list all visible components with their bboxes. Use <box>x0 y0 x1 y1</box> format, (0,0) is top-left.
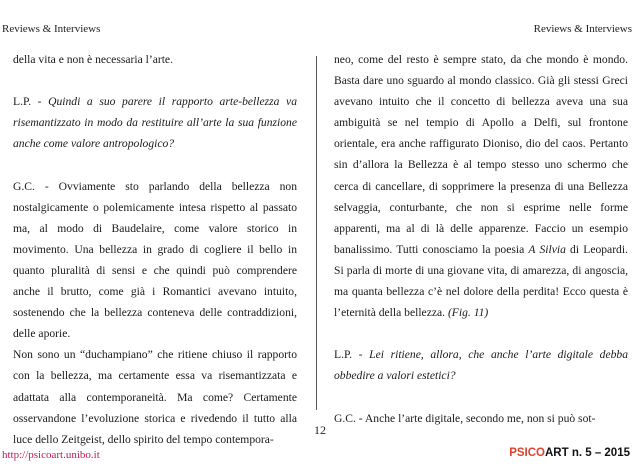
page-number: 12 <box>314 423 326 437</box>
paragraph-spacer <box>13 70 297 91</box>
running-header-right: Reviews & Interviews <box>533 23 632 35</box>
poem-title: A Silvia <box>528 242 566 256</box>
paragraph <box>334 49 628 323</box>
running-header-left: Reviews & Interviews <box>2 23 101 35</box>
paragraph: G.C. - Ovviamente sto parlando della bellezza non nostalgicamente o polemicamente intesa rispetto al passato ma, al modo di Baudelaire, come valore storico in movimento. Una bellezza in grado di cogliere il bello in quanto pluralità di sensi e che quindi può comprendere anche il brutto, come già i Romantici avevano intuito, sostenendo che la bellezza conteneva delle contraddizioni, delle aporie. <box>13 179 297 341</box>
paragraph: Non sono un “duchampiano” che ritiene chiuso il rapporto con la bellezza, ma certamente essa va risemantizzata e adattata alla contemporaneità. Ma come? Certamente osservandone l’evoluzione storica e rivedendo il tutto alla luce dello Zeitgeist, dello spirito del tempo contempora- <box>13 348 297 446</box>
figure-reference: (Fig. 11) <box>447 306 489 320</box>
column-divider <box>316 56 317 410</box>
paragraph-text: neo, come del resto è sempre stato, da che mondo è mondo. Basta dare uno sguardo al mondo classico. Già gli stessi Greci avevano intuito che il concetto di bellezza aveva una sua ambiguità se nel tempio di Apollo a Delfi, sul frontone orientale, era anche raffigurato Dioniso, dio del caos. Pertanto sin d’allora la Bellezza è al tempo stesso uno schermo che cerca di cancellare, di sopprimere la presenza di una Bellezza selvaggia, conturbante, che non si esprime nelle forme apparenti, ma al di là delle apparenze. Faccio un esempio banalissimo. Tutti conosciamo la poesia <box>334 53 628 256</box>
paragraph-spacer <box>13 154 297 175</box>
paragraph: della vita e non è necessaria l’arte. <box>13 53 173 66</box>
left-text-column <box>13 49 297 450</box>
paragraph-text: di Leopardi. Si parla di morte di una giovane vita, di amarezza, di angoscia, ma quanta bellezza c’è nel dolore della perdita! Ecco questa è l’eternità della bellezza. <box>334 242 628 320</box>
footer-url-link[interactable]: http://psicoart.unibo.it <box>2 449 100 461</box>
speaker-prefix: L.P. - <box>13 95 49 109</box>
interview-question <box>13 91 297 154</box>
brand-accent: PSICO <box>509 447 545 459</box>
journal-brand <box>509 447 630 459</box>
question-text: Quindi a suo parere il rapporto arte-bellezza va risemantizzato in modo da restituire all’arte la sua funzione anche come valore antropologico? <box>13 95 297 151</box>
paragraph: G.C. - Anche l’arte digitale, secondo me, non si può sot- <box>334 411 596 425</box>
interview-question <box>334 344 628 386</box>
paragraph-spacer <box>334 323 628 344</box>
speaker-prefix: L.P. - <box>334 348 370 362</box>
right-text-column <box>334 49 628 429</box>
brand-issue: ART n. 5 – 2015 <box>544 447 630 459</box>
paragraph-spacer <box>334 387 628 408</box>
question-text: Lei ritiene, allora, che anche l’arte digitale debba obbedire a valori estetici? <box>334 348 629 383</box>
